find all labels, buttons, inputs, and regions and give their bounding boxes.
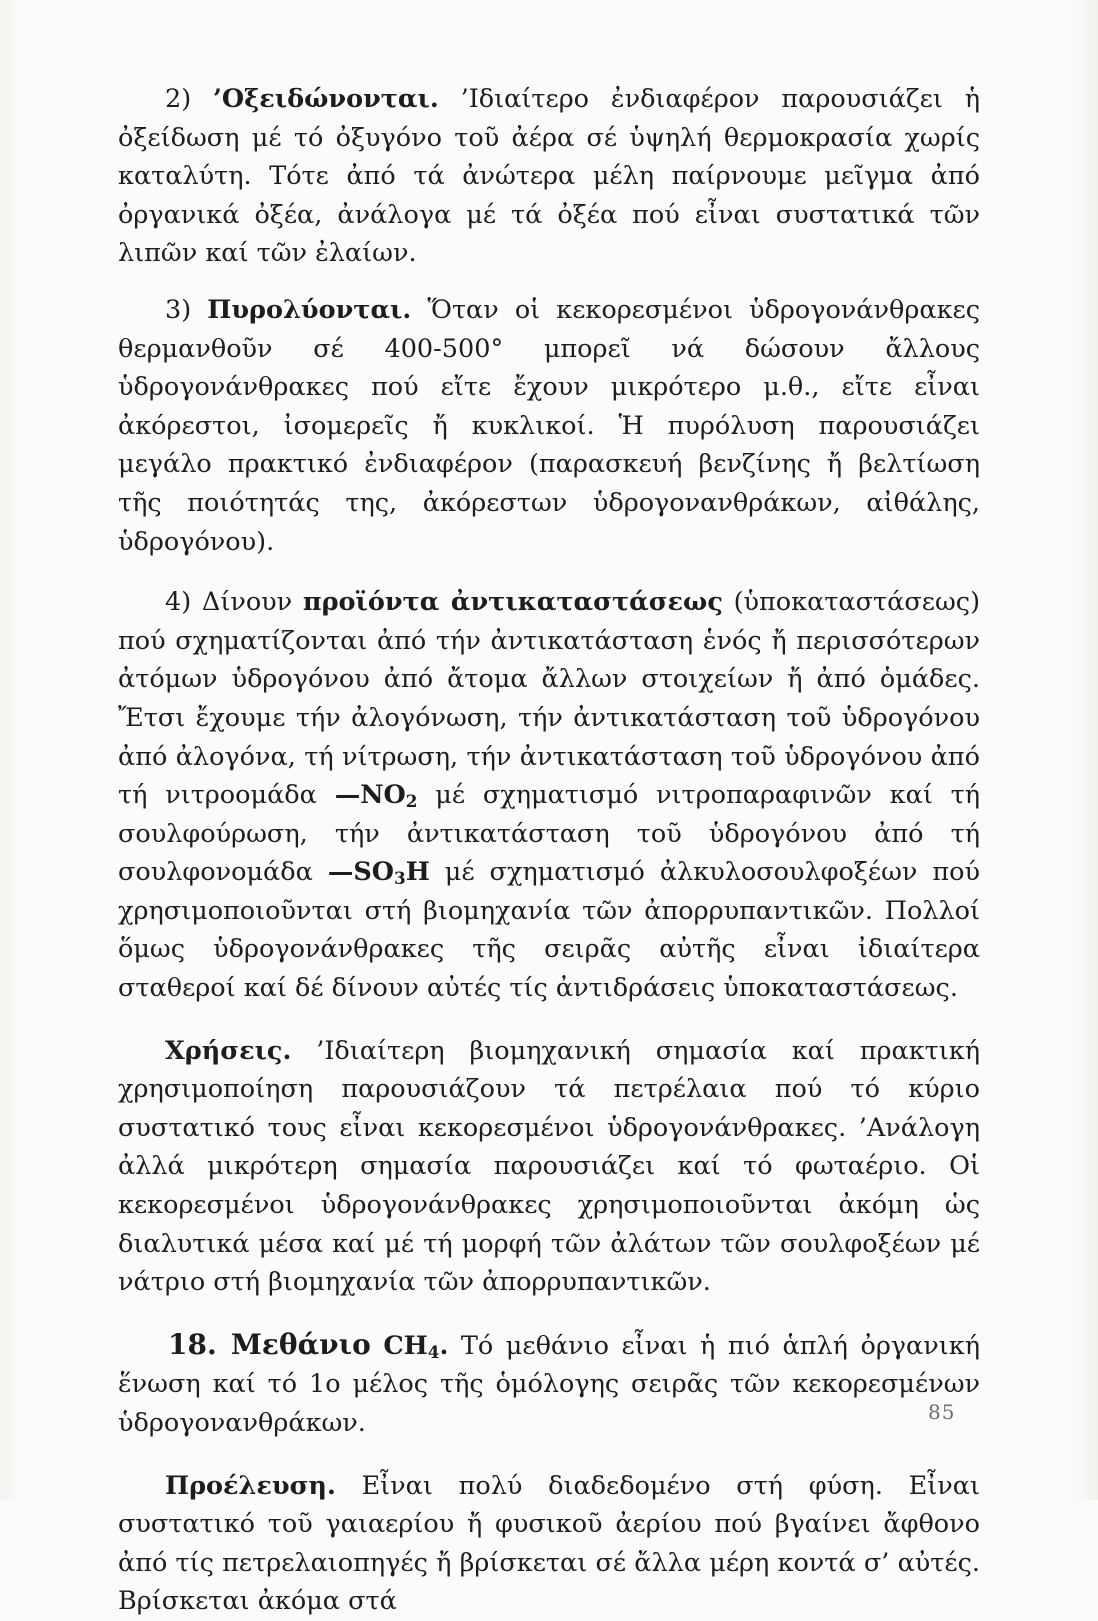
paragraph-text: Τό μεθάνιο εἶναι ἡ πιό ἁπλή ὀργανική ἕνωση καί τό 1ο μέλος τῆς ὁμόλογης σειρᾶς τῶν κεκορεσμένων ὑδρογονανθράκων. [118,1330,980,1438]
paragraph-substitution [118,583,980,1008]
item-number: 3) [165,294,192,325]
term-uses: Χρήσεις. [165,1035,292,1066]
page-number: 85 [928,1400,956,1424]
formula-so3h: $—SO_3H$ [327,857,430,889]
paragraph-pyrolysis [118,291,980,561]
paragraph-uses [118,1032,980,1302]
term-pyrolysis: Πυρολύονται. [207,294,412,325]
formula-no2: $—NO_2$ [334,780,418,812]
lead-word: Δίνουν [201,587,293,618]
paragraph-text: Εἶναι πολύ διαδεδομένο στή φύση. Εἶναι συστατικό τοῦ γαιαερίου ἤ φυσικοῦ ἀερίου πού βγαίνει ἄφθονο ἀπό τίς πετρελαιοπηγές ἤ βρίσκεται σέ ἄλλα μέρη κοντά σ’ αὐτές. Βρίσκεται ἀκόμα στά [118,1470,980,1617]
term-oxidation: ’Οξειδώνονται. [213,84,439,114]
item-number: 4) [165,587,192,618]
paragraph-oxidation [118,80,980,273]
section-heading: 18. Μεθάνιο [168,1327,371,1361]
term-origin: Προέλευση. [165,1470,336,1501]
item-number: 2) [165,84,192,114]
paragraph-text: μέ σχηματισμό ἀλκυλοσουλφοξέων πού χρησιμοποιοῦνται στή βιομηχανία τῶν ἀπορρυπαντικῶν. Πολλοί ὅμως ὑδρογονάνθρακες τῆς σειρᾶς αὐτῆς εἶναι ἰδιαίτερα σταθεροί καί δέ δίνουν αὐτές τίς ἀντιδράσεις ὑποκαταστάσεως. [118,857,980,1004]
section-methane [118,1326,980,1443]
formula-ch4: $CH_4$. [383,1330,449,1363]
paragraph-text: ’Ιδιαίτερη βιομηχανική σημασία καί πρακτική χρησιμοποίηση παρουσιάζουν τά πετρέλαια πού τό κύριο συστατικό τους εἶναι κεκορεσμένοι ὑδρογονάνθρακες. ’Ανάλογη ἀλλά μικρότερη σημασία παρουσιάζει καί τό φωταέριο. Οἱ κεκορεσμένοι ὑδρογονάνθρακες χρησιμοποιοῦνται ἀκόμη ὡς διαλυτικά μέσα καί μέ τή μορφή τῶν ἀλάτων τῶν σουλφοξέων μέ νάτριο στή βιομηχανία τῶν ἀπορρυπαντικῶν. [118,1035,980,1298]
paragraph-origin [118,1467,980,1621]
body-text [118,80,980,1621]
term-substitution: προϊόντα ἀντικαταστάσεως [302,587,723,618]
paragraph-text: μέ σχηματισμό νιτροπαραφινῶν καί τή σουλφούρωση, τήν ἀντικατάσταση τοῦ ὑδρογόνου ἀπό τή σουλφονομάδα [118,780,981,888]
paragraph-text: ’Ιδιαίτερο ἐνδιαφέρον παρουσιάζει ἡ ὀξείδωση μέ τό ὀξυγόνο τοῦ ἀέρα σέ ὑψηλή θερμοκρασία χωρίς καταλύτη. Τότε ἀπό τά ἀνώτερα μέλη παίρνουμε μεῖγμα ἀπό ὀργανικά ὀξέα, ἀνάλογα μέ τά ὀξέα πού εἶναι συστατικά τῶν λιπῶν καί τῶν ἐλαίων. [118,84,981,269]
paragraph-text: (ὑποκαταστάσεως) πού σχηματίζονται ἀπό τήν ἀντικατάσταση ἑνός ἤ περισσότερων ἀτόμων ὑδρογόνου ἀπό ἄτομα ἄλλων στοιχείων ἤ ἀπό ὁμάδες. Ἔτσι ἔχουμε τήν ἀλογόνωση, τήν ἀντικατάσταση τοῦ ὑδρογόνου ἀπό ἀλογόνα, τή νίτρωση, τήν ἀντικατάσταση τοῦ ὑδρογόνου ἀπό τή νιτροομάδα [118,587,981,811]
paragraph-text: Ὅταν οἱ κεκορεσμένοι ὑδρογονάνθρακες θερμανθοῦν σέ 400-500° μπορεῖ νά δώσουν ἄλλους ὑδρογονάνθρακες πού εἴτε ἔχουν μικρότερο μ.θ., εἴτε εἶναι ἀκόρεστοι, ἰσομερεῖς ἤ κυκλικοί. Ἡ πυρόλυση παρουσιάζει μεγάλο πρακτικό ἐνδιαφέρον (παρασκευή βενζίνης ἤ βελτίωση τῆς ποιότητάς της, ἀκόρεστων ὑδρογονανθράκων, αἰθάλης, ὑδρογόνου). [118,294,981,557]
